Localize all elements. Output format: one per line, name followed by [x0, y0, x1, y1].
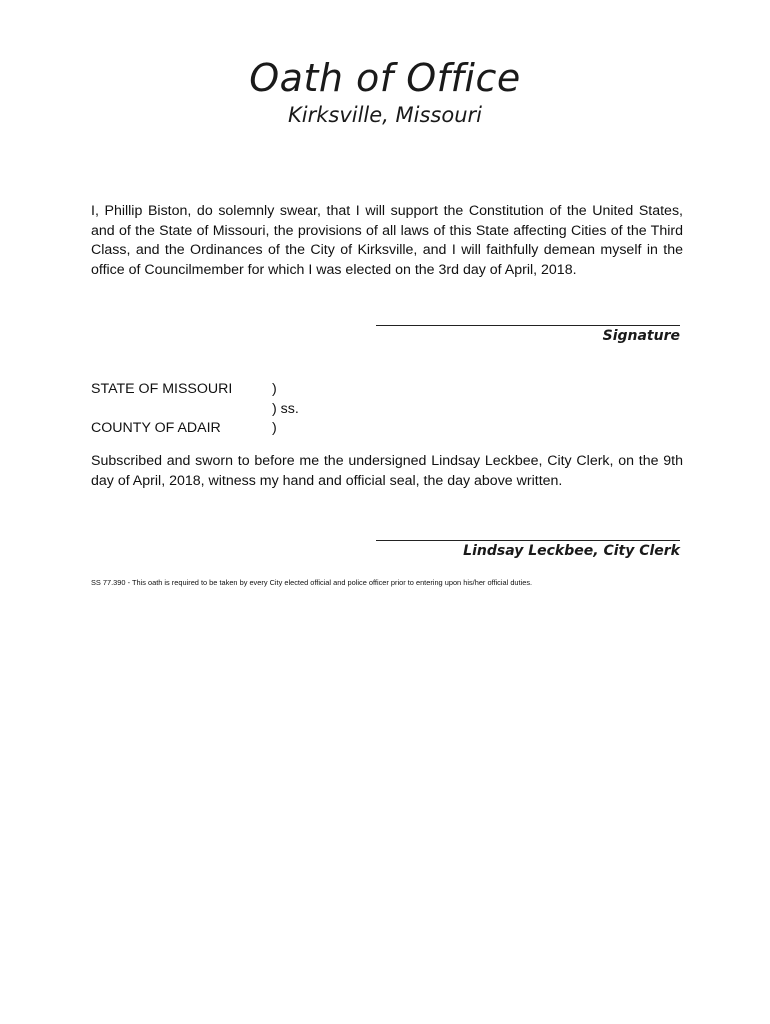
statute-footnote: SS 77.390 - This oath is required to be taken by every City elected official and police officer prior to entering upon his/her official duties.	[91, 578, 533, 587]
signature-label: Signature	[602, 328, 680, 344]
signature-line	[376, 325, 680, 326]
subscribed-paragraph: Subscribed and sworn to before me the undersigned Lindsay Leckbee, City Clerk, on the 9th day of April, 2018, witness my hand and official seal, the day above written.	[91, 453, 683, 489]
clerk-signature-label: Lindsay Leckbee, City Clerk	[463, 543, 680, 559]
county-paren: )	[272, 420, 277, 436]
oath-paragraph: I, Phillip Biston, do solemnly swear, that I will support the Constitution of the United States, and of the State of Missouri, the provisions of all laws of this State affecting Cities of the Third Class, and the Ordinances of the City of Kirksville, and I will faithfully demean myself in the office of Councilmember for which I was elected on the 3rd day of April, 2018.	[91, 203, 683, 278]
clerk-signature-line	[376, 540, 680, 541]
document-subtitle: Kirksville, Missouri	[287, 103, 482, 127]
state-paren: )	[272, 381, 277, 397]
county-label: COUNTY OF ADAIR	[91, 420, 221, 436]
document-title: Oath of Office	[249, 56, 521, 100]
ss-paren: ) ss.	[272, 400, 299, 417]
state-label: STATE OF MISSOURI	[91, 381, 233, 397]
